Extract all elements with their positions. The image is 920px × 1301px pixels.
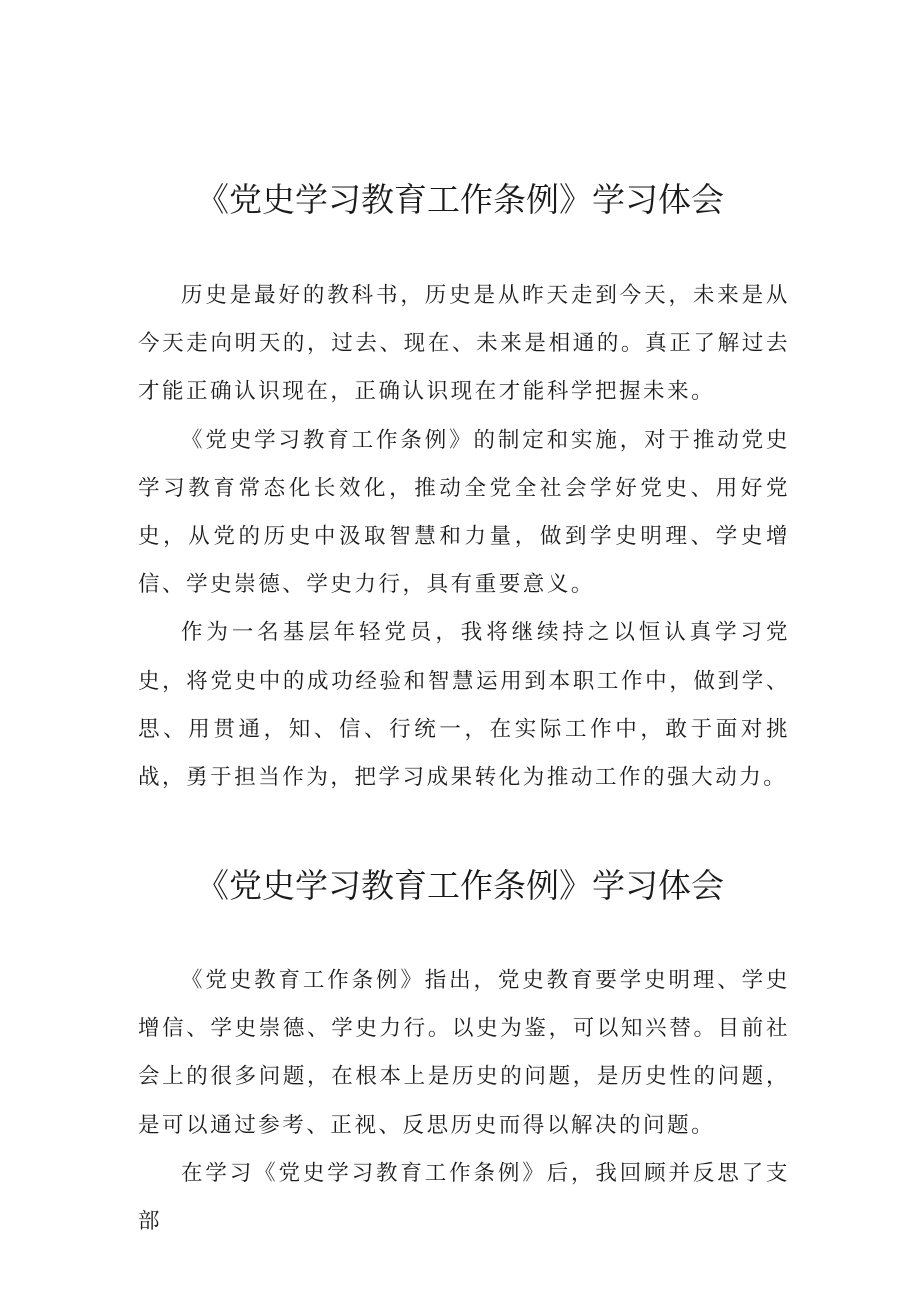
section-title: 《党史学习教育工作条例》学习体会 (196, 180, 724, 219)
paragraph: 历史是最好的教科书，历史是从昨天走到今天，未来是从今天走向明天的，过去、现在、未来是相通的。真正了解过去才能正确认识现在，正确认识现在才能科学把握未来。 (138, 283, 790, 405)
paragraph: 作为一名基层年轻党员，我将继续持之以恒认真学习党史，将党史中的成功经验和智慧运用到本职工作中，做到学、思、用贯通，知、信、行统一，在实际工作中，敢于面对挑战，勇于担当作为，把学习成果转化为推动工作的强大动力。 (138, 620, 790, 791)
section-title: 《党史学习教育工作条例》学习体会 (196, 866, 724, 905)
paragraph: 《党史学习教育工作条例》的制定和实施，对于推动党史学习教育常态化长效化，推动全党全社会学好党史、用好党史，从党的历史中汲取智慧和力量，做到学史明理、学史增信、学史崇德、学史力行，具有重要意义。 (138, 427, 790, 598)
section-body (138, 272, 790, 802)
paragraph: 在学习《党史学习教育工作条例》后，我回顾并反思了支部 (138, 1160, 790, 1235)
paragraph: 《党史教育工作条例》指出，党史教育要学史明理、学史增信、学史崇德、学史力行。以史为鉴，可以知兴替。目前社会上的很多问题，在根本上是历史的问题，是历史性的问题，是可以通过参考、正视、反思历史而得以解决的问题。 (138, 968, 790, 1138)
section-body (138, 957, 790, 1246)
